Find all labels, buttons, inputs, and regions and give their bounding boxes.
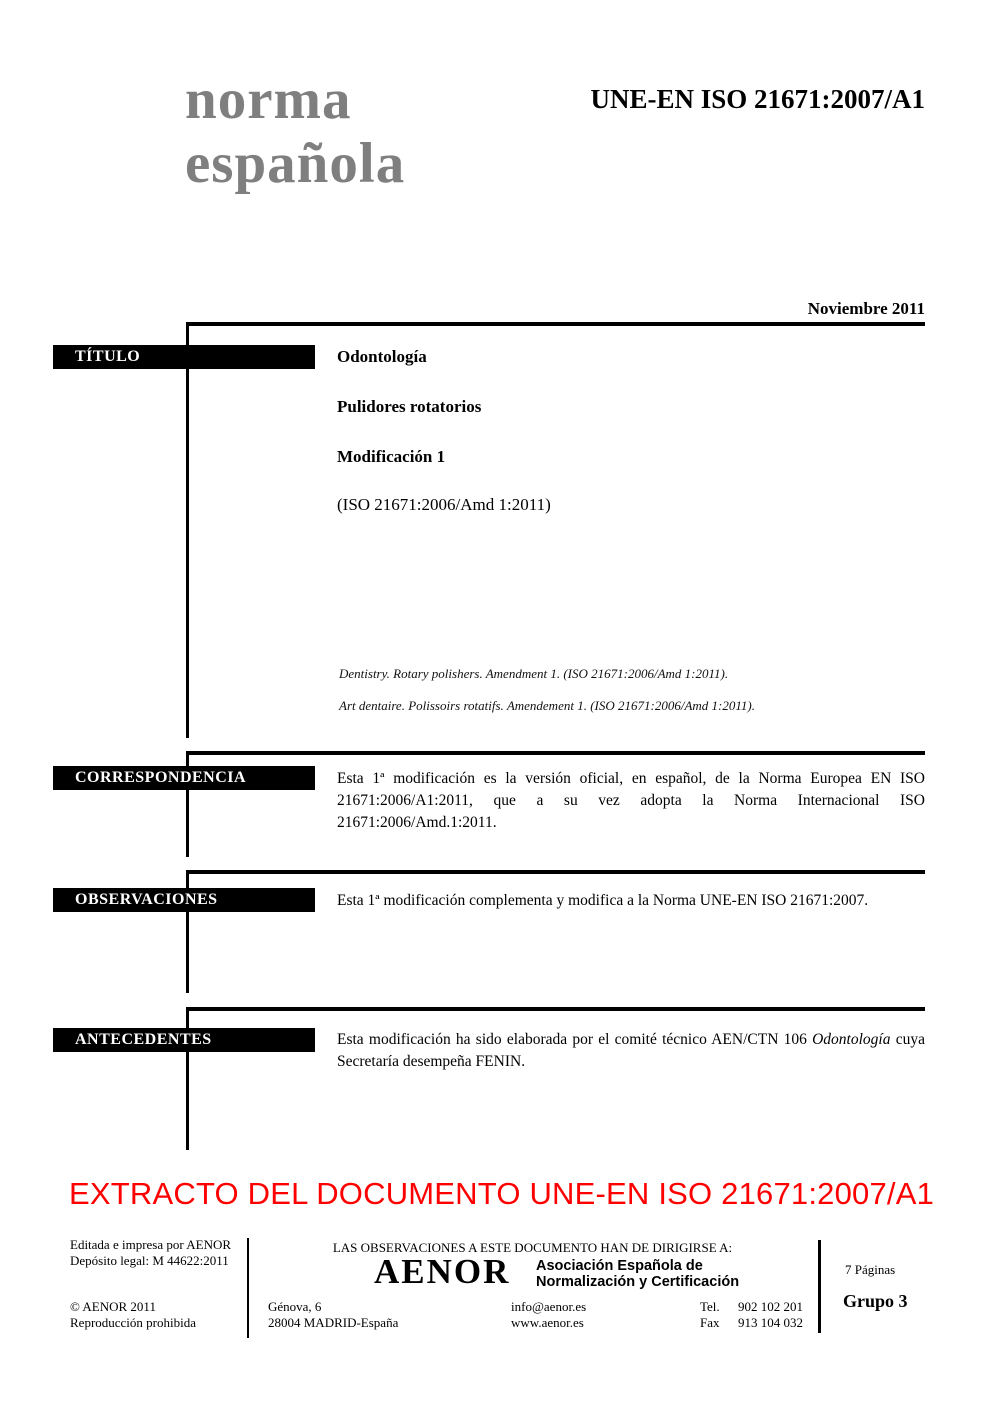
aenor-org-line2: Normalización y Certificación (536, 1273, 740, 1290)
footer-copyright-line2: Reproducción prohibida (70, 1315, 196, 1330)
label-correspondencia: CORRESPONDENCIA (53, 766, 315, 790)
aenor-org-name (536, 1259, 739, 1290)
title-english: Dentistry. Rotary polishers. Amendment 1. (ISO 21671:2006/Amd 1:2011). (339, 666, 729, 681)
footer-edited-line1: Editada e impresa por AENOR (70, 1237, 232, 1252)
aenor-logo: AENOR (374, 1252, 511, 1291)
footer-copyright-line1: © AENOR 2011 (70, 1299, 156, 1314)
rule-top (188, 322, 925, 326)
footer-contact-block (511, 1299, 586, 1331)
footer-website: www.aenor.es (511, 1315, 584, 1330)
title-subject: Odontología (337, 347, 427, 366)
vertical-line-titulo (186, 322, 189, 738)
title-product: Pulidores rotatorios (337, 397, 482, 416)
label-antecedentes: ANTECEDENTES (53, 1028, 315, 1052)
title-french: Art dentaire. Polissoirs rotatifs. Amendement 1. (ISO 21671:2006/Amd 1:2011). (339, 698, 755, 713)
footer-edited-line2: Depósito legal: M 44622:2011 (70, 1253, 229, 1268)
label-titulo: TÍTULO (53, 345, 315, 369)
footer-email: info@aenor.es (511, 1299, 587, 1314)
antecedentes-committee-name: Odontología (812, 1031, 891, 1048)
rule-correspondencia (188, 751, 925, 755)
footer-address-line2: 28004 MADRID-España (268, 1315, 399, 1330)
observaciones-text: Esta 1ª modificación complementa y modifica a la Norma UNE-EN ISO 21671:2007. (337, 892, 869, 909)
antecedentes-text (337, 1029, 925, 1073)
title-iso-reference: (ISO 21671:2006/Amd 1:2011) (337, 495, 551, 514)
footer-tel-number: 902 102 201 (738, 1299, 803, 1314)
footer-address-block (268, 1299, 398, 1331)
footer-phone-labels (700, 1299, 720, 1331)
footer-fax-number: 913 104 032 (738, 1315, 803, 1330)
footer-divider-right (818, 1240, 821, 1333)
label-observaciones: OBSERVACIONES (53, 888, 315, 912)
footer-edited-block (70, 1237, 231, 1269)
footer-fax-label: Fax (700, 1315, 720, 1330)
footer-page-count: 7 Páginas (845, 1262, 896, 1277)
publisher-brand (185, 68, 405, 196)
footer-group: Grupo 3 (843, 1291, 908, 1311)
rule-observaciones (188, 870, 925, 874)
antecedentes-text-before: Esta modificación ha sido elaborada por el comité técnico AEN/CTN 106 (337, 1031, 813, 1048)
footer-tel-label: Tel. (700, 1299, 720, 1314)
title-amendment: Modificación 1 (337, 447, 446, 466)
footer-observations-notice: LAS OBSERVACIONES A ESTE DOCUMENTO HAN DE DIRIGIRSE A: (332, 1240, 733, 1255)
footer-copyright-block (70, 1299, 196, 1331)
extract-heading: EXTRACTO DEL DOCUMENTO UNE-EN ISO 21671:2007/A1 (69, 1176, 935, 1211)
correspondencia-text: Esta 1ª modificación es la versión oficial, en español, de la Norma Europea EN ISO 21671:2006/A1:2011, que a su vez adopta la Norma Internacional ISO 21671:2006/Amd.1:2011. (337, 770, 925, 831)
footer-phone-numbers (738, 1299, 803, 1331)
footer-address-line1: Génova, 6 (268, 1299, 322, 1314)
publication-date: Noviembre 2011 (807, 299, 925, 318)
brand-line-1: norma (185, 68, 352, 131)
antecedentes-text-after: cuya Secretaría desempeña FENIN. (337, 1031, 925, 1070)
aenor-org-line1: Asociación Española de (536, 1258, 703, 1274)
standard-code: UNE-EN ISO 21671:2007/A1 (590, 84, 925, 114)
rule-antecedentes (188, 1007, 925, 1011)
brand-line-2: española (185, 132, 406, 195)
